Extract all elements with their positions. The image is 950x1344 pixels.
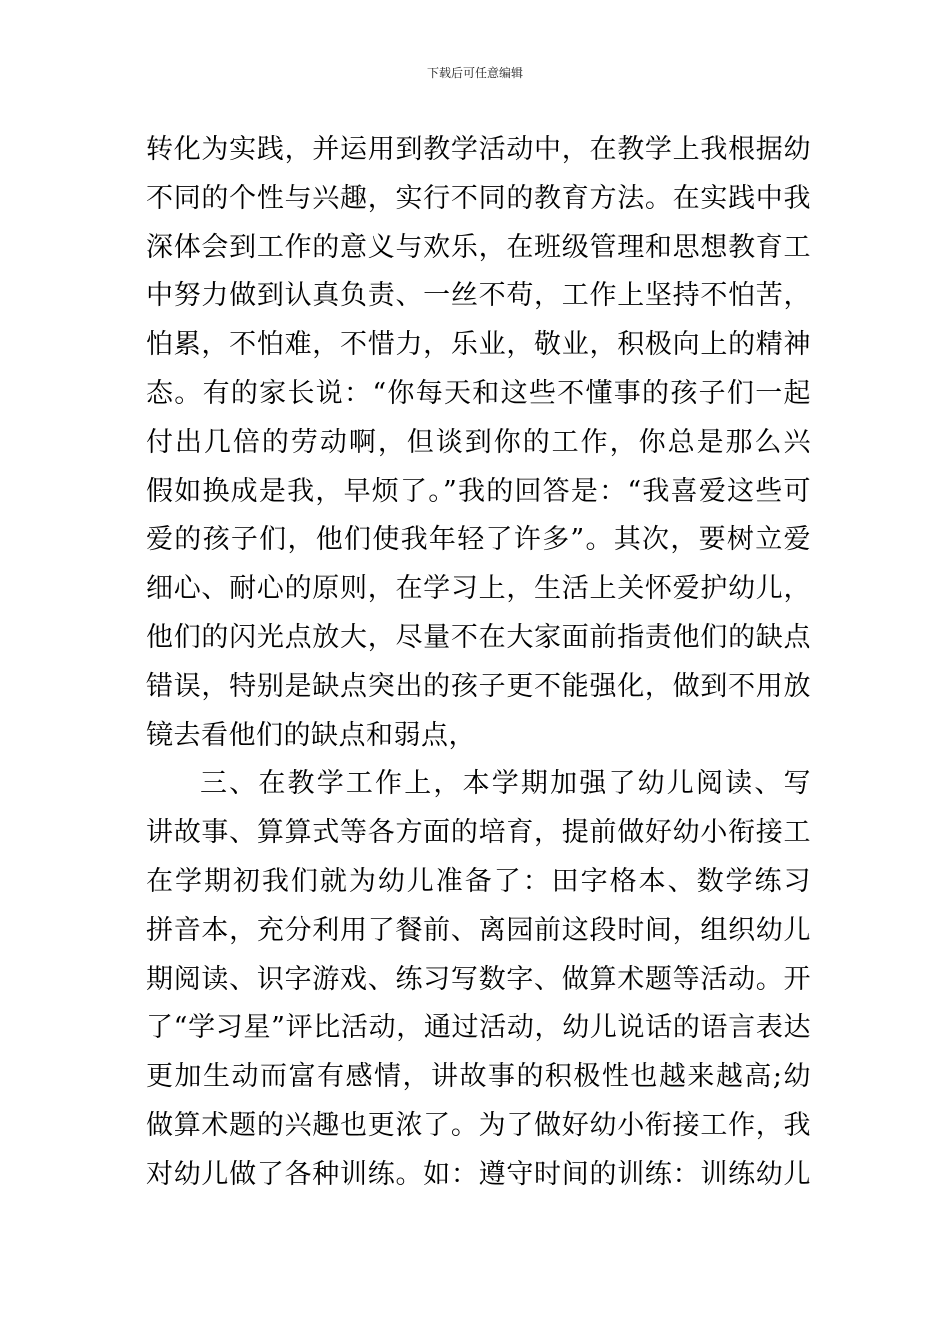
text-line: 怕累，不怕难，不惜力，乐业，敬业，积极向上的精神 [146, 329, 811, 361]
text-line: 深体会到工作的意义与欢乐，在班级管理和思想教育工 [146, 231, 811, 263]
text-line: 细心、耐心的原则，在学习上，生活上关怀爱护幼儿， [146, 573, 811, 605]
text-line: 假如换成是我，早烦了。”我的回答是：“我喜爱这些可 [146, 475, 811, 507]
text-line: 对幼儿做了各种训练。如：遵守时间的训练：训练幼儿 [146, 1158, 811, 1190]
page-header-note: 下载后可任意编辑 [426, 66, 523, 80]
text-line: 错误，特别是缺点突出的孩子更不能强化，做到不用放 [146, 670, 811, 702]
text-line: 了“学习星”评比活动，通过活动，幼儿说话的语言表达 [146, 1012, 811, 1044]
text-line: 爱的孩子们，他们使我年轻了许多”。其次，要树立爱 [146, 524, 811, 556]
text-line: 态。有的家长说：“你每天和这些不懂事的孩子们一起 [146, 377, 811, 409]
text-line: 期阅读、识字游戏、练习写数字、做算术题等活动。开 [146, 963, 811, 995]
text-line: 拼音本，充分利用了餐前、离园前这段时间，组织幼儿 [146, 914, 811, 946]
paragraph-start-line: 三、在教学工作上，本学期加强了幼儿阅读、写 [200, 768, 811, 800]
text-line: 他们的闪光点放大，尽量不在大家面前指责他们的缺点 [146, 621, 811, 653]
text-line: 在学期初我们就为幼儿准备了：田字格本、数学练习 [146, 865, 811, 897]
text-line: 讲故事、算算式等各方面的培育，提前做好幼小衔接工 [146, 817, 811, 849]
text-line: 转化为实践，并运用到教学活动中，在教学上我根据幼 [146, 134, 811, 165]
text-line: 付出几倍的劳动啊，但谈到你的工作，你总是那么兴 [146, 426, 811, 458]
document-body [146, 126, 811, 1200]
text-line: 镜去看他们的缺点和弱点， [146, 719, 476, 751]
text-line: 更加生动而富有感情，讲故事的积极性也越来越高;幼 [146, 1061, 811, 1093]
text-line: 不同的个性与兴趣，实行不同的教育方法。在实践中我 [146, 182, 811, 214]
text-line: 中努力做到认真负责、一丝不苟，工作上坚持不怕苦， [146, 280, 811, 312]
text-line: 做算术题的兴趣也更浓了。为了做好幼小衔接工作，我 [146, 1109, 811, 1141]
